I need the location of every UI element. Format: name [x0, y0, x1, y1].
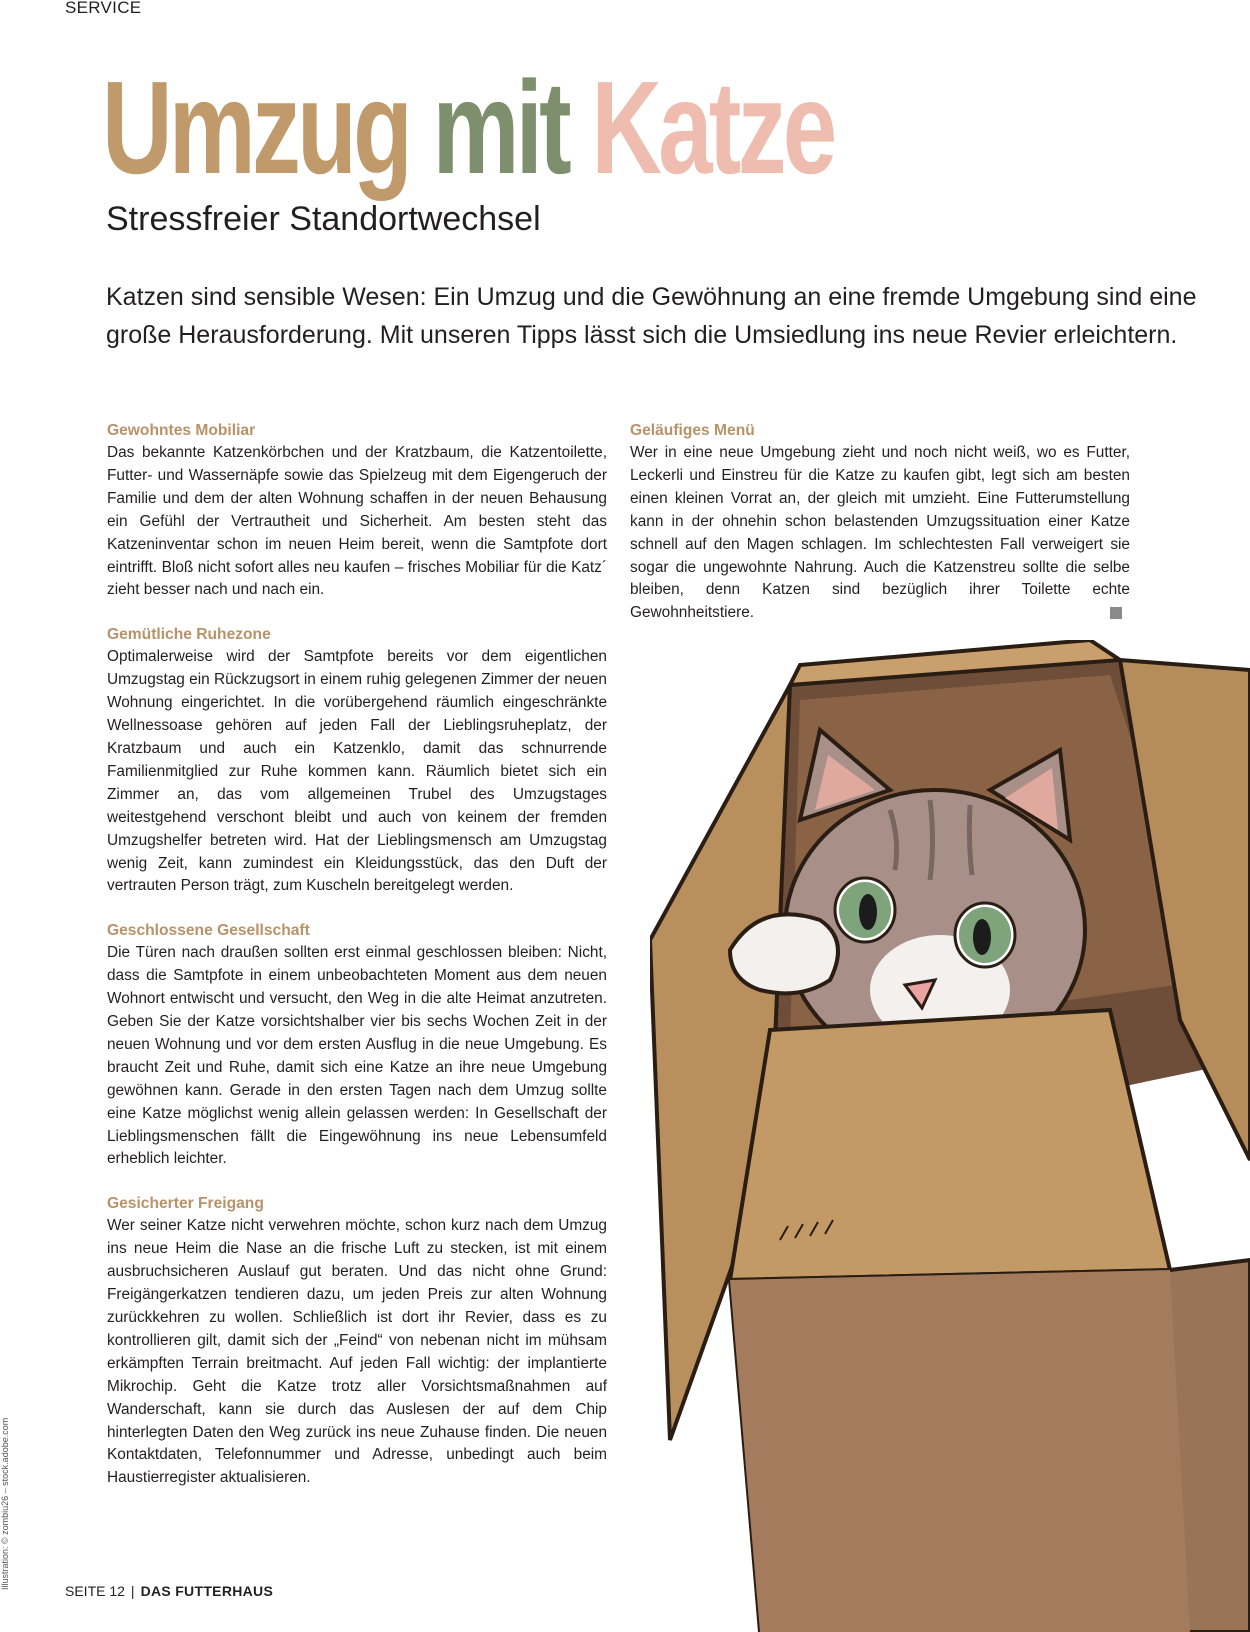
section-ruhezone	[107, 624, 607, 898]
section-heading: Geschlossene Gesellschaft	[107, 922, 310, 940]
section-label: SERVICE	[65, 0, 142, 17]
box-front-face	[730, 1270, 1190, 1632]
section-body: Das bekannte Katzenkörbchen und der Kratzbaum, die Katzentoilette, Futter- und Wassernäpfe sowie das Spielzeug mit dem Eigengeruch der Familie und dem der alten Wohnung schaffen in der neuen Behausung ein Gefühl der Vertrautheit und Sicherheit. Am besten steht das Katzeninventar schon im neuen Heim bereit, wenn die Samtpfote dort eintrifft. Bloß nicht sofort alles neu kaufen – frisches Mobiliar für die Katz´ zieht besser nach und nach ein.	[107, 444, 607, 599]
page-number: SEITE 12	[65, 1583, 125, 1599]
section-gesellschaft	[107, 920, 607, 1171]
section-body: Die Türen nach draußen sollten erst einmal geschlossen bleiben: Nicht, dass die Samtpfote in einem unbeobachteten Moment aus dem neuen Wohnort entwischt und versucht, den Weg in die alte Heimat anzutreten. Geben Sie der Katze vorsichtshalber vier bis sechs Wochen Zeit in der neuen Wohnung und vor dem ersten Ausflug in die neue Umgebung. Es braucht Zeit und Ruhe, damit sich eine Katze an ihre neue Umgebung gewöhnen kann. Gerade in den ersten Tagen nach dem Umzug sollte eine Katze möglichst wenig allein gelassen werden: In Gesellschaft der Lieblingsmenschen fällt die Eingewöhnung ins neue Lebensumfeld erheblich leichter.	[107, 944, 607, 1168]
cat-in-box-illustration	[650, 640, 1250, 1632]
section-freigang	[107, 1193, 607, 1490]
title-word-mit: mit	[432, 54, 568, 201]
illustration-credit: Illustration: © zombiu26 – stock.adobe.com	[0, 1417, 10, 1590]
publication-brand: DAS FUTTERHAUS	[140, 1583, 274, 1599]
section-body-text: Wer in eine neue Umgebung zieht und noch nicht weiß, wo es Futter, Leckerli und Einstreu für die Katze zu kaufen gibt, legt sich am besten einen kleinen Vorrat an, der gleich mit umzieht. Eine Futterumstellung kann in der ohnehin schon belastenden Umzugssituation einer Katze schnell auf den Magen schlagen. Im schlechtesten Fall verweigert sie sogar die ungewohnte Nahrung. Auch die Katzenstreu sollte die selbe bleiben, denn Katzen sind bezüglich ihrer Toilette echte Gewohnheitstiere.	[630, 444, 1130, 622]
title-word-katze: Katze	[591, 54, 834, 201]
section-heading: Gesicherter Freigang	[107, 1195, 264, 1213]
section-heading: Gemütliche Ruhezone	[107, 626, 271, 644]
box-front-top-flap	[730, 1010, 1170, 1280]
section-heading: Geläufiges Menü	[630, 422, 755, 439]
page-subtitle: Stressfreier Standortwechsel	[106, 200, 541, 238]
section-menue	[630, 420, 1130, 625]
footer-separator: |	[130, 1583, 135, 1599]
left-column	[107, 420, 607, 1512]
page-footer	[65, 1583, 273, 1599]
end-mark-icon	[1110, 607, 1122, 619]
section-body	[630, 442, 1130, 625]
section-body: Optimalerweise wird der Samtpfote bereits vor dem eigentlichen Umzugstag ein Rückzugsort in einem ruhig gelegenen Zimmer der neuen Wohnung eingerichtet. In die vorübergehend räumlich eingeschränkte Wellnessoase gehören auf jeden Fall der Lieblingsruheplatz, der Kratzbaum und auch ein Katzenklo, damit das schnurrende Familienmitglied zur Ruhe kommen kann. Räumlich bietet sich ein Zimmer an, das vom allgemeinen Trubel des Umzugstages weitestgehend verschont bleibt und auch von keinem der fremden Umzugshelfer betreten wird. Hat der Lieblingsmensch am Umzugstag wenig Zeit, kann zumindest ein Kleidungsstück, das den Duft der vertrauten Person trägt, zum Kuscheln bereitgelegt werden.	[107, 648, 607, 895]
right-column	[630, 420, 1130, 647]
lead-paragraph: Katzen sind sensible Wesen: Ein Umzug und die Gewöhnung an eine fremde Umgebung sind eine große Herausforderung. Mit unseren Tipps lässt sich die Umsiedlung ins neue Revier erleichtern.	[106, 283, 1197, 349]
page-title	[102, 54, 834, 201]
title-word-umzug: Umzug	[102, 54, 410, 201]
section-heading: Gewohntes Mobiliar	[107, 422, 256, 439]
section-mobiliar	[107, 420, 607, 602]
section-body: Wer seiner Katze nicht verwehren möchte, schon kurz nach dem Umzug ins neue Heim die Nase an die frische Luft zu stecken, ist mit einem ausbruchsicheren Auslauf gut beraten. Und das nicht ohne Grund: Freigängerkatzen tendieren dazu, um jeden Preis zur alten Wohnung zurückkehren zu wollen. Schließlich ist dort ihr Revier, dass es zu kontrollieren gilt, damit sich der „Feind“ von nebenan nicht im mühsam erkämpften Terrain breitmacht. Auf jeden Fall wichtig: der implantierte Mikrochip. Geht die Katze trotz aller Vorsichtsmaßnahmen auf Wanderschaft, kann sie durch das Auslesen der auf dem Chip hinterlegten Daten den Weg zurück ins neue Zuhause finden. Die neuen Kontaktdaten, Telefonnummer und Adresse, unbedingt auch beim Haustierregister aktualisieren.	[107, 1217, 607, 1487]
